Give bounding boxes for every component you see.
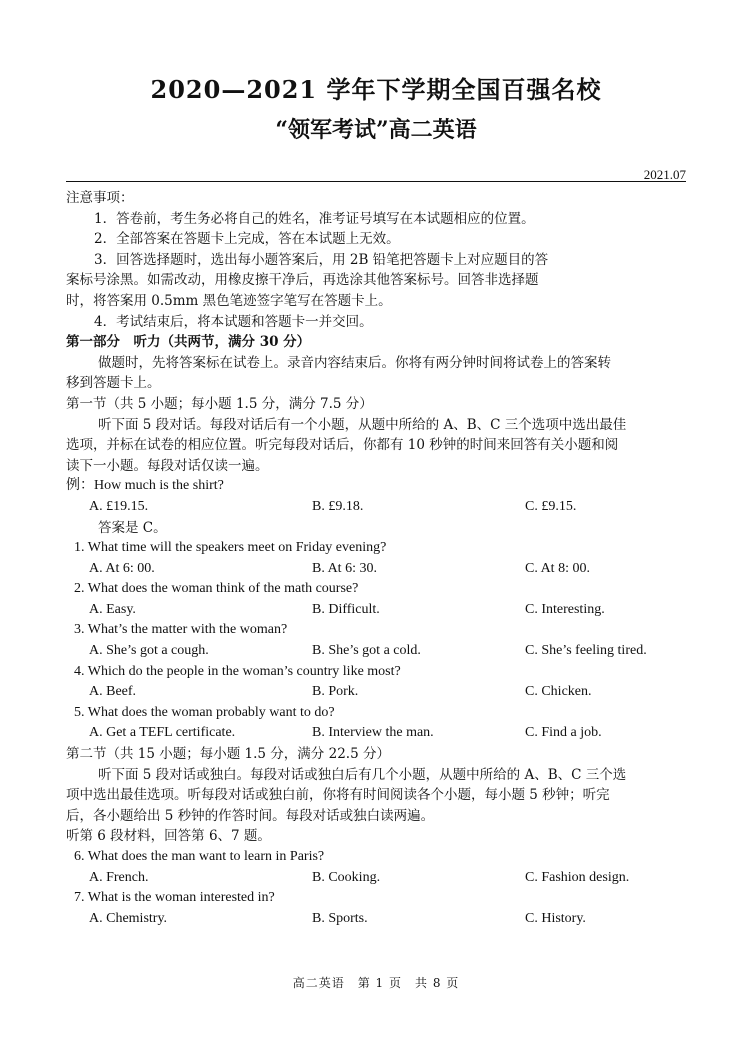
section2-intro-line: 后，各小题给出 5 秒钟的作答时间。每段对话或独白读两遍。	[66, 807, 435, 824]
material-instruction: 听第 6 段材料，回答第 6、7 题。	[66, 828, 271, 845]
notes-line: 时，将答案用 0.5mm 黑色笔迹签字笔写在答题卡上。	[66, 292, 392, 309]
option-c: C. She’s feeling tired.	[525, 643, 647, 659]
option-c: C. Chicken.	[525, 684, 592, 700]
option-a: A. £19.15.	[89, 498, 149, 514]
option-c: C. £9.15.	[525, 498, 577, 514]
question-4-options	[66, 682, 688, 703]
option-a: A. Get a TEFL certificate.	[89, 725, 236, 741]
notes-line: 4．考试结束后，将本试题和答题卡一并交回。	[94, 313, 373, 330]
option-b: B. £9.18.	[312, 498, 364, 514]
question-4: 4. Which do the people in the woman’s country like most?	[74, 663, 401, 679]
question-3: 3. What’s the matter with the woman?	[74, 622, 288, 638]
question-2: 2. What does the woman think of the math course?	[74, 581, 359, 597]
section1-intro-line: 读下一小题。每段对话仅读一遍。	[66, 457, 269, 474]
example-options	[66, 497, 688, 518]
option-b: B. Pork.	[312, 684, 359, 700]
option-a: A. Beef.	[89, 684, 137, 700]
exam-content	[66, 188, 688, 929]
notes-line: 2．全部答案在答题卡上完成，答在本试题上无效。	[94, 231, 400, 248]
notes-line: 3．回答选择题时，选出每小题答案后，用 2B 铅笔把答题卡上对应题目的答	[94, 251, 549, 268]
option-a: A. Chemistry.	[89, 910, 168, 926]
option-c: C. At 8: 00.	[525, 560, 590, 576]
notes-heading: 注意事项：	[66, 190, 134, 206]
question-5: 5. What does the woman probably want to do?	[74, 704, 335, 720]
exam-subtitle: “领军考试”高二英语	[275, 117, 477, 143]
option-b: B. She’s got a cold.	[312, 643, 421, 659]
notes-line: 案标号涂黑。如需改动，用橡皮擦干净后，再选涂其他答案标号。回答非选择题	[66, 272, 539, 289]
question-7-options	[66, 909, 688, 930]
example-question: 例：How much is the shirt?	[66, 478, 224, 494]
option-a: A. French.	[89, 869, 149, 885]
section1-intro-line: 听下面 5 段对话。每段对话后有一个小题，从题中所给的 A、B、C 三个选项中选出最佳	[98, 416, 627, 433]
option-c: C. Interesting.	[525, 601, 605, 617]
option-b: B. At 6: 30.	[312, 560, 377, 576]
section2-intro-line: 听下面 5 段对话或独白。每段对话或独白后有几个小题，从题中所给的 A、B、C 三个选	[98, 766, 627, 783]
notes-line: 1．答卷前，考生务必将自己的姓名，准考证号填写在本试题相应的位置。	[94, 210, 535, 227]
option-c: C. History.	[525, 910, 586, 926]
header-divider	[66, 181, 686, 182]
section1-heading: 第一节（共 5 小题；每小题 1.5 分，满分 7.5 分）	[66, 395, 373, 412]
exam-date: 2021.07	[643, 167, 686, 182]
option-b: B. Sports.	[312, 910, 368, 926]
part1-intro-line: 做题时，先将答案标在试卷上。录音内容结束后。你将有两分钟时间将试卷上的答案转	[98, 354, 611, 371]
option-a: A. Easy.	[89, 601, 136, 617]
question-7: 7. What is the woman interested in?	[74, 890, 275, 906]
example-answer: 答案是 C。	[98, 519, 167, 536]
option-b: B. Interview the man.	[312, 725, 434, 741]
option-a: A. At 6: 00.	[89, 560, 155, 576]
question-1-options	[66, 559, 688, 580]
section2-intro-line: 项中选出最佳选项。听每段对话或独白前，你将有时间阅读各个小题，每小题 5 秒钟；听完	[66, 787, 610, 804]
question-6-options	[66, 868, 688, 889]
exam-title: 2020—2021 学年下学期全国百强名校	[150, 75, 602, 104]
option-b: B. Cooking.	[312, 869, 381, 885]
question-5-options	[66, 723, 688, 744]
part1-intro-line: 移到答题卡上。	[66, 375, 161, 392]
page-footer: 高二英语 第 1 页 共 8 页	[292, 976, 460, 990]
option-c: C. Fashion design.	[525, 869, 630, 885]
option-a: A. She’s got a cough.	[89, 643, 209, 659]
option-b: B. Difficult.	[312, 601, 380, 617]
question-1: 1. What time will the speakers meet on Friday evening?	[74, 540, 387, 556]
question-3-options	[66, 641, 688, 662]
section1-intro-line: 选项，并标在试卷的相应位置。听完每段对话后，你都有 10 秒钟的时间来回答有关小题和阅	[66, 437, 619, 454]
question-6: 6. What does the man want to learn in Paris?	[74, 849, 325, 864]
section2-heading: 第二节（共 15 小题；每小题 1.5 分，满分 22.5 分）	[66, 746, 390, 763]
question-2-options	[66, 600, 688, 621]
part1-heading: 第一部分 听力（共两节，满分 30 分）	[66, 334, 311, 351]
option-c: C. Find a job.	[525, 725, 602, 741]
